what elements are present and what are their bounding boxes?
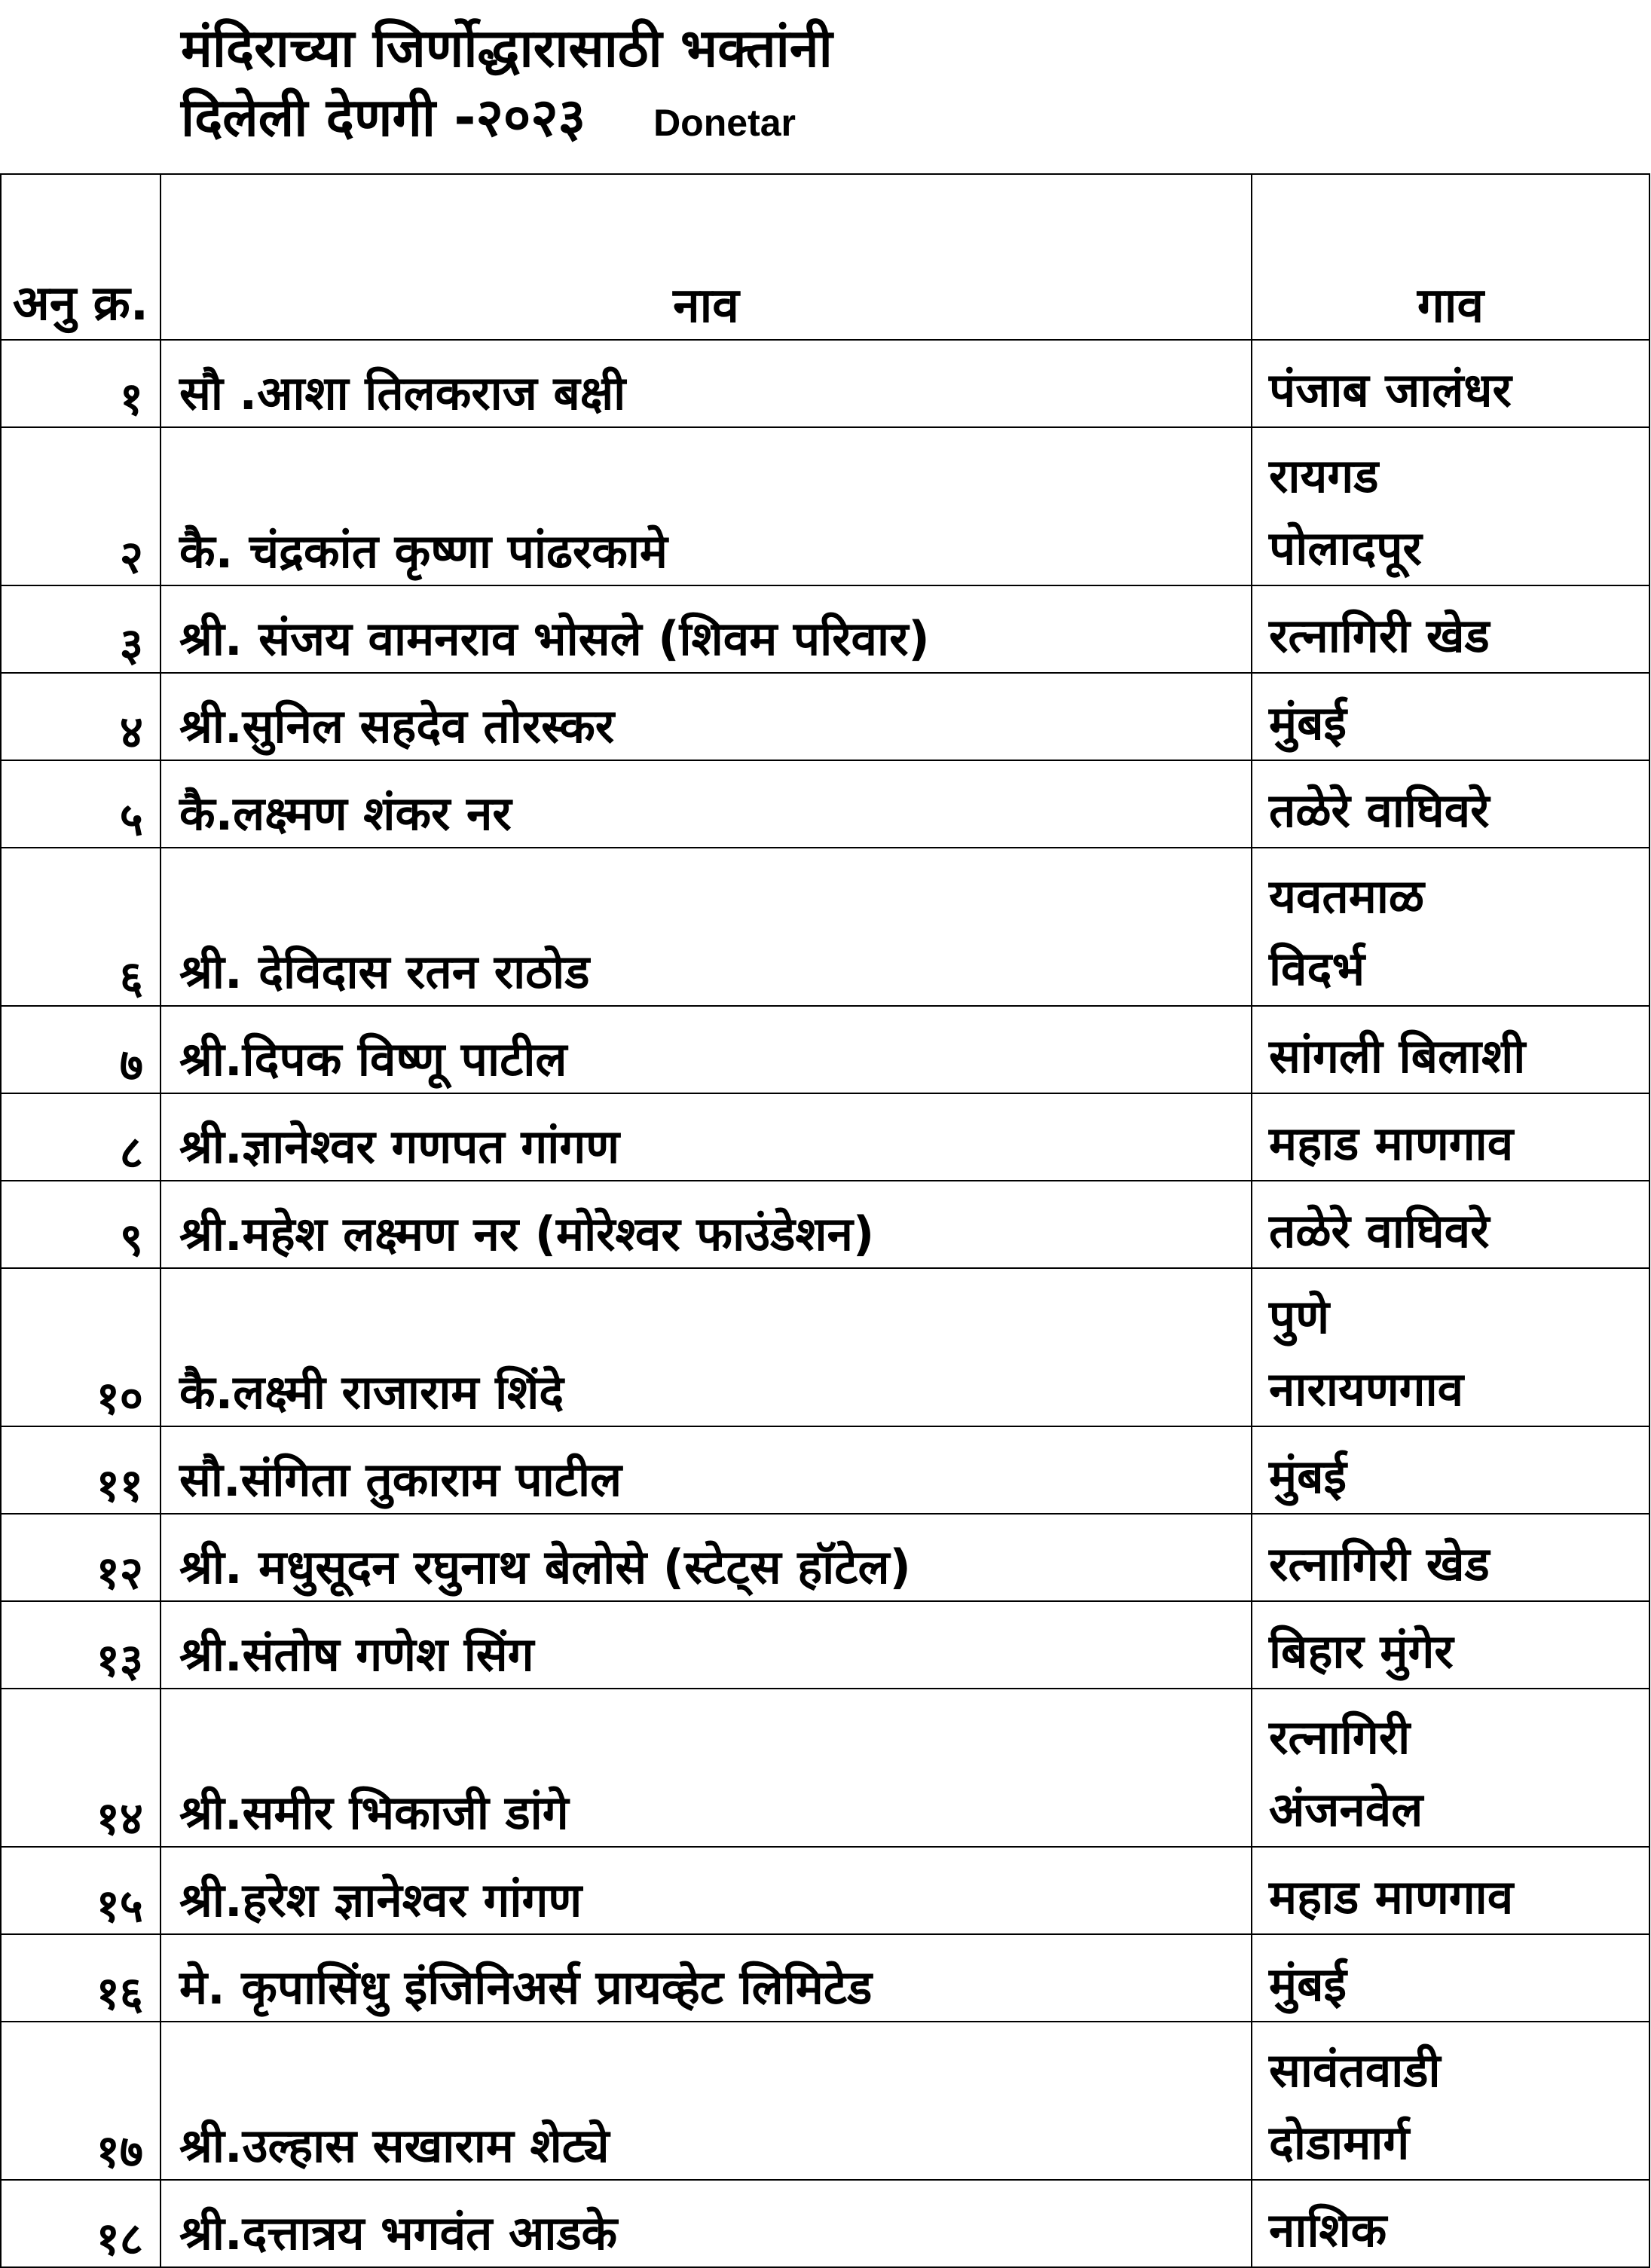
place-cell — [1252, 1847, 1649, 1934]
place-line: यवतमाळ — [1269, 869, 1425, 924]
table-row — [1, 848, 1649, 1006]
place-line: पंजाब जालंधर — [1269, 362, 1512, 417]
place-line: विदर्भ — [1269, 941, 1365, 996]
place-cell — [1252, 1689, 1649, 1847]
donor-name-cell: कै.लक्ष्मी राजाराम शिंदे — [161, 1268, 1252, 1426]
place-line: रत्नागिरी खेड — [1269, 608, 1490, 663]
donor-name-cell: श्री.महेश लक्ष्मण नर (मोरेश्वर फाउंडेशन) — [161, 1181, 1252, 1268]
donor-name-cell: श्री. देविदास रतन राठोड — [161, 848, 1252, 1006]
donor-name-cell: मे. कृपासिंधु इंजिनिअर्स प्रायव्हेट लिमिटेड — [161, 1934, 1252, 2022]
donor-name-cell: श्री.दिपक विष्णू पाटील — [161, 1006, 1252, 1093]
place-cell — [1252, 1006, 1649, 1093]
serial-cell: ९ — [1, 1181, 161, 1268]
title-year-text: दिलेली देणगी -२०२३ — [181, 87, 586, 148]
place-cell — [1252, 673, 1649, 760]
serial-cell: १८ — [1, 2180, 161, 2267]
serial-cell: ३ — [1, 585, 161, 673]
donor-name-cell: सौ.संगिता तुकाराम पाटील — [161, 1426, 1252, 1514]
table-row — [1, 1093, 1649, 1181]
donor-name-cell: श्री.समीर भिकाजी डांगे — [161, 1689, 1252, 1847]
table-row — [1, 673, 1649, 760]
place-cell — [1252, 1426, 1649, 1514]
serial-cell: ७ — [1, 1006, 161, 1093]
donor-table — [0, 173, 1650, 2268]
donor-name-cell: श्री.सुनिल सहदेव तोरस्कर — [161, 673, 1252, 760]
donor-name-cell: श्री. संजय वामनराव भोसले (शिवम परिवार) — [161, 585, 1252, 673]
serial-cell: १० — [1, 1268, 161, 1426]
donor-name-cell: श्री.ज्ञानेश्वर गणपत गांगण — [161, 1093, 1252, 1181]
donor-name-cell: श्री.हरेश ज्ञानेश्वर गांगण — [161, 1847, 1252, 1934]
table-row — [1, 1514, 1649, 1601]
place-line: तळेरे वाघिवरे — [1269, 1203, 1490, 1258]
place-line: पोलादपूर — [1269, 521, 1422, 576]
donor-name-cell: श्री.दत्तात्रय भगवंत आडके — [161, 2180, 1252, 2267]
donor-name-cell: कै.लक्ष्मण शंकर नर — [161, 760, 1252, 848]
donor-name-cell: कै. चंद्रकांत कृष्णा पांढरकामे — [161, 427, 1252, 585]
place-cell — [1252, 1181, 1649, 1268]
serial-cell: ४ — [1, 673, 161, 760]
table-row — [1, 760, 1649, 848]
place-cell — [1252, 1268, 1649, 1426]
table-row — [1, 2022, 1649, 2180]
table-row — [1, 340, 1649, 427]
place-cell — [1252, 760, 1649, 848]
table-header-row — [1, 174, 1649, 340]
place-cell — [1252, 1934, 1649, 2022]
table-row — [1, 1268, 1649, 1426]
table-row — [1, 585, 1649, 673]
serial-cell: ५ — [1, 760, 161, 848]
place-line: नाशिक — [1269, 2202, 1387, 2257]
place-line: मुंबई — [1269, 1449, 1347, 1504]
table-row — [1, 427, 1649, 585]
title-block — [181, 14, 1613, 157]
place-line: अंजनवेल — [1269, 1782, 1423, 1837]
place-line: नारायणगाव — [1269, 1362, 1464, 1417]
place-line: सांगली बिलाशी — [1269, 1029, 1526, 1084]
serial-cell: १७ — [1, 2022, 161, 2180]
table-row — [1, 1847, 1649, 1934]
table-row — [1, 1181, 1649, 1268]
place-line: तळेरे वाघिवरे — [1269, 783, 1490, 838]
place-cell — [1252, 1601, 1649, 1689]
table-row — [1, 1601, 1649, 1689]
place-line: महाड माणगाव — [1269, 1116, 1514, 1171]
place-cell — [1252, 2180, 1649, 2267]
place-cell — [1252, 427, 1649, 585]
place-cell — [1252, 1093, 1649, 1181]
place-cell — [1252, 1514, 1649, 1601]
place-line: रत्नागिरी खेड — [1269, 1536, 1490, 1591]
serial-cell: २ — [1, 427, 161, 585]
table-row — [1, 1426, 1649, 1514]
header-serial: अनु क्र. — [1, 174, 161, 340]
serial-cell: ८ — [1, 1093, 161, 1181]
donor-name-cell: श्री. मधुसूदन रघुनाथ बेलोसे (स्टेट्स हॉटेल) — [161, 1514, 1252, 1601]
serial-cell: १६ — [1, 1934, 161, 2022]
header-place: गाव — [1252, 174, 1649, 340]
serial-cell: ६ — [1, 848, 161, 1006]
place-line: महाड माणगाव — [1269, 1869, 1514, 1924]
place-line: मुंबई — [1269, 1957, 1347, 2012]
page-subtitle: Donetar — [653, 102, 796, 144]
serial-cell: १५ — [1, 1847, 161, 1934]
donor-name-cell: सौ .आशा तिलकराज बक्षी — [161, 340, 1252, 427]
place-cell — [1252, 585, 1649, 673]
place-cell — [1252, 848, 1649, 1006]
place-line: मुंबई — [1269, 695, 1347, 750]
page-title: मंदिराच्या जिर्णोद्धारासाठी भक्तांनी — [181, 17, 833, 79]
donor-name-cell: श्री.संतोष गणेश सिंग — [161, 1601, 1252, 1689]
place-line: बिहार मुंगेर — [1269, 1624, 1454, 1679]
page-title-line-2 — [181, 83, 1613, 157]
table-row — [1, 1689, 1649, 1847]
place-line: रत्नागिरी — [1269, 1710, 1411, 1765]
place-line: रायगड — [1269, 448, 1379, 503]
place-cell — [1252, 2022, 1649, 2180]
table-row — [1, 2180, 1649, 2267]
header-name: नाव — [161, 174, 1252, 340]
serial-cell: १ — [1, 340, 161, 427]
donor-table-body — [1, 174, 1649, 2267]
donor-name-cell: श्री.उल्हास सखाराम शेट्ये — [161, 2022, 1252, 2180]
table-row — [1, 1934, 1649, 2022]
place-cell — [1252, 340, 1649, 427]
place-line: दोडामार्ग — [1269, 2115, 1410, 2170]
serial-cell: ११ — [1, 1426, 161, 1514]
serial-cell: १४ — [1, 1689, 161, 1847]
place-line: पुणे — [1269, 1289, 1330, 1344]
table-row — [1, 1006, 1649, 1093]
place-line: सावंतवाडी — [1269, 2043, 1441, 2098]
serial-cell: १२ — [1, 1514, 161, 1601]
serial-cell: १३ — [1, 1601, 161, 1689]
